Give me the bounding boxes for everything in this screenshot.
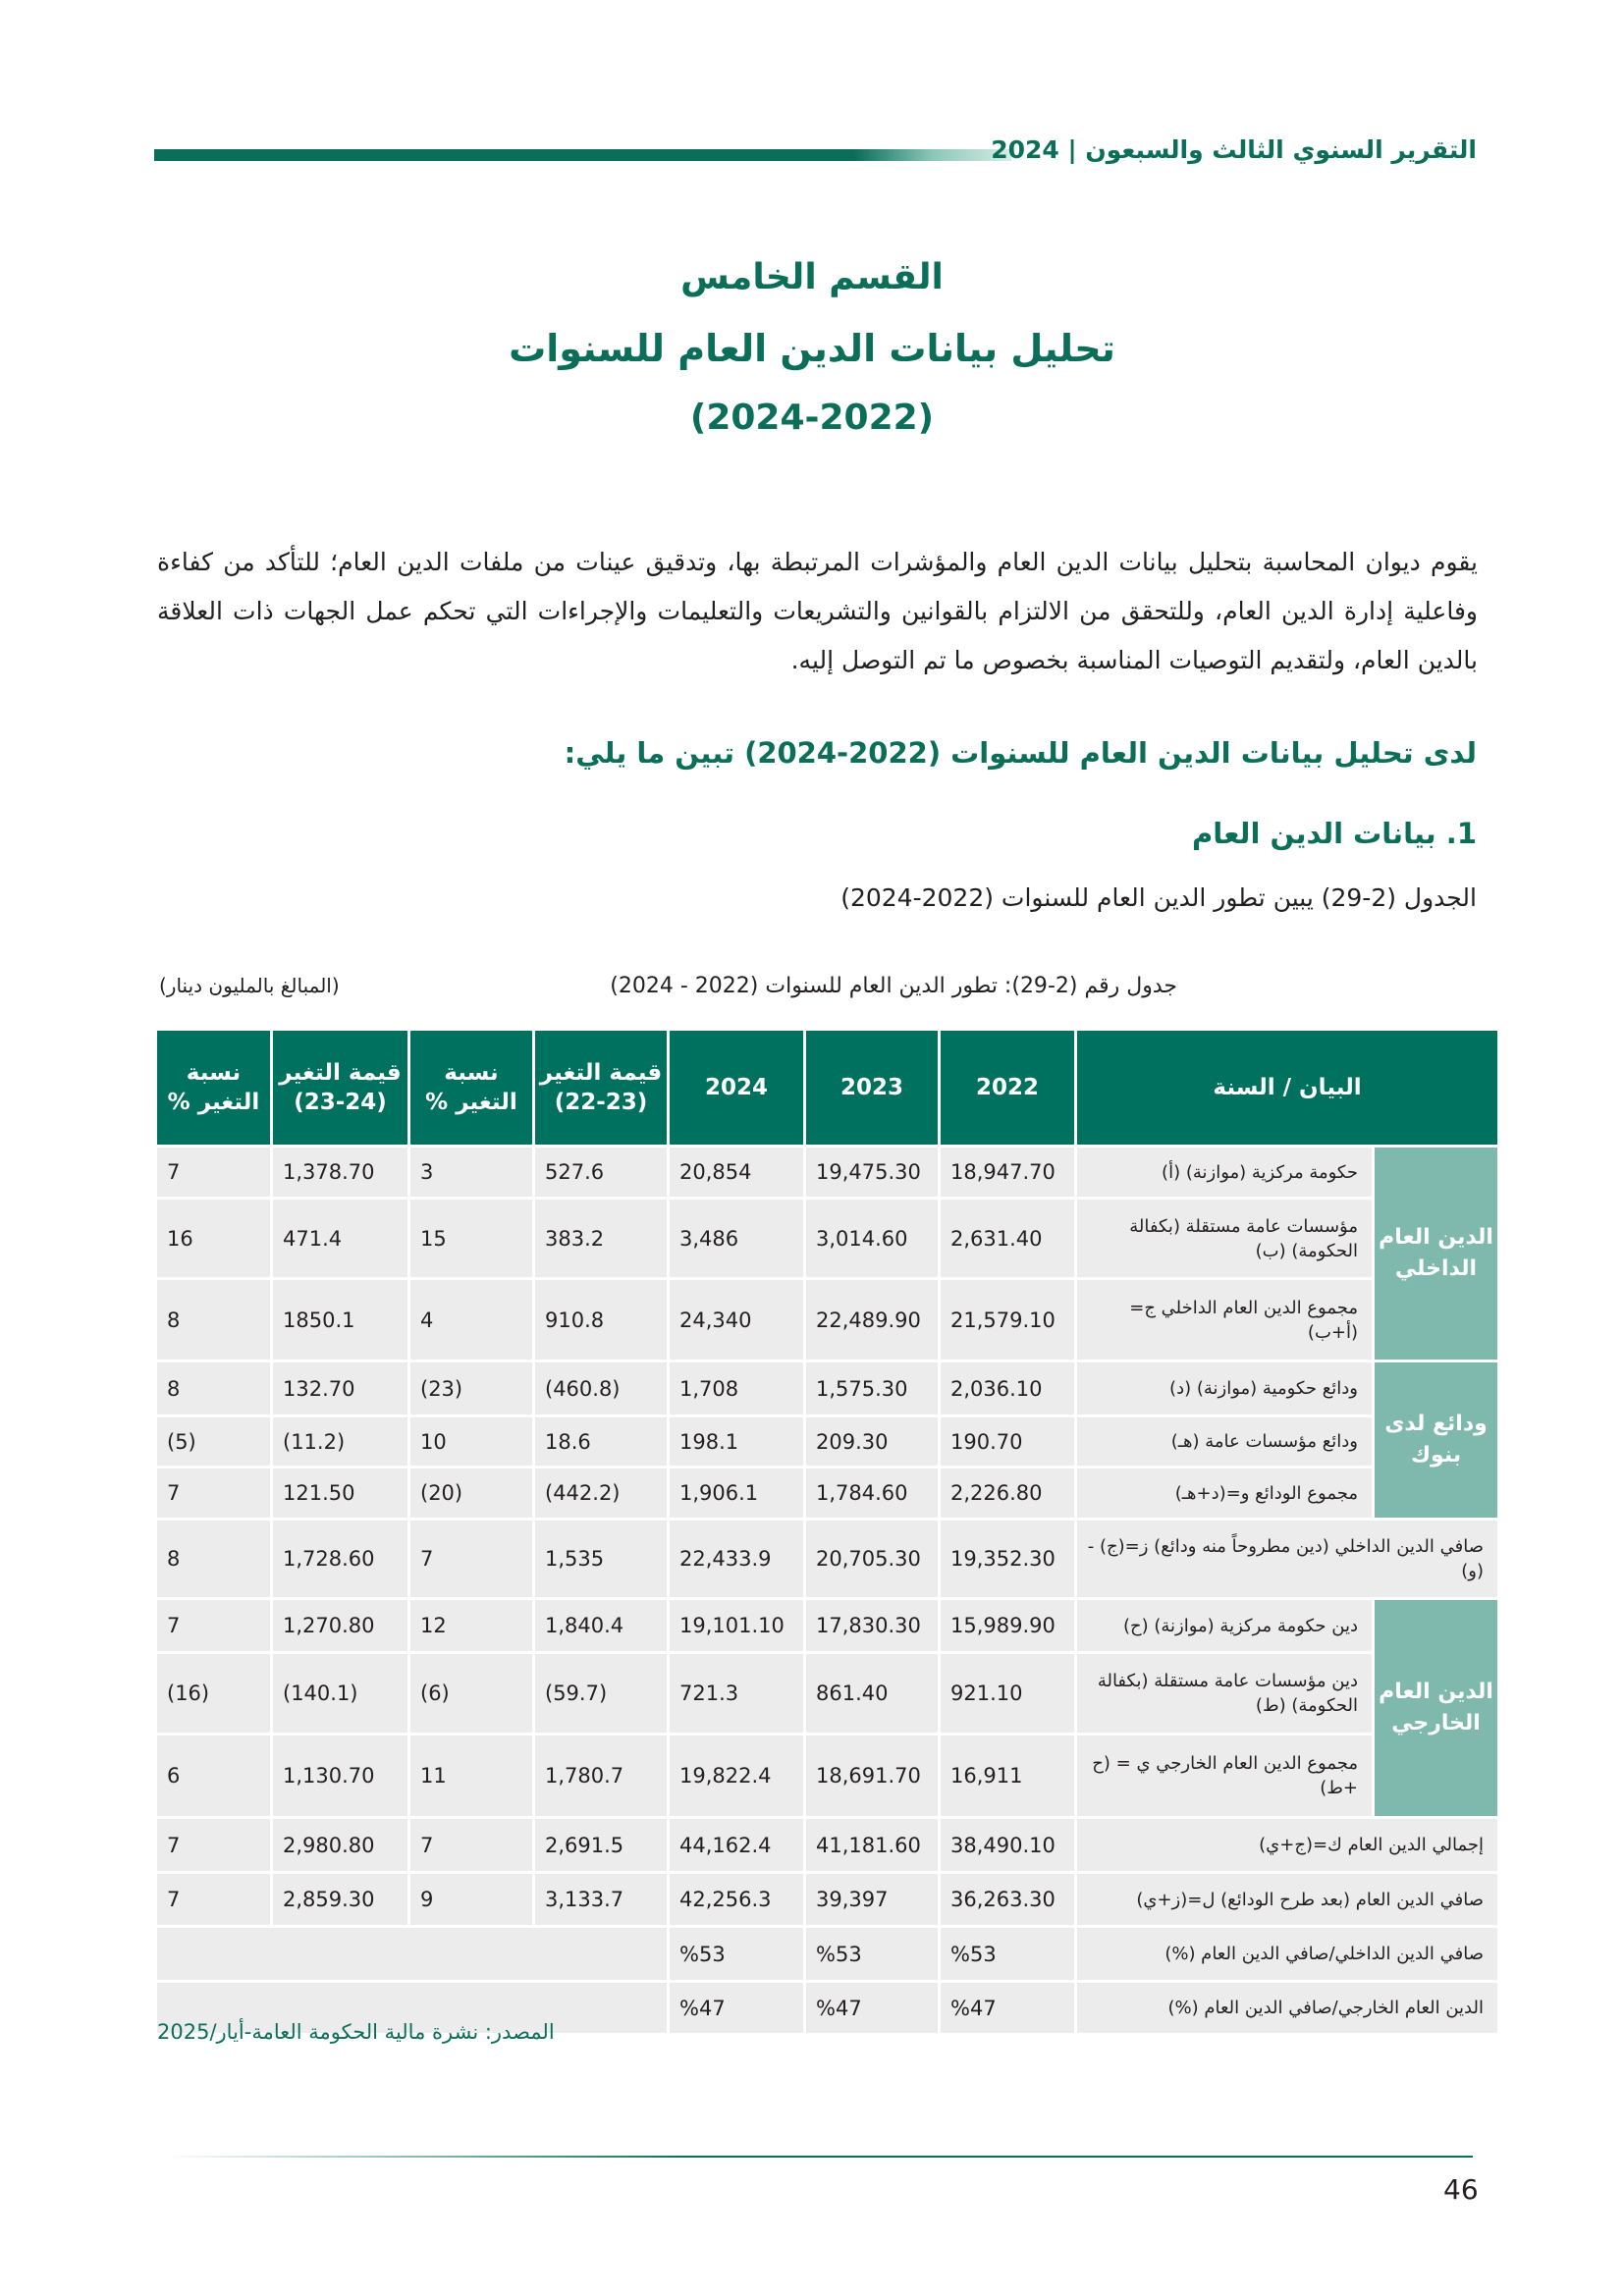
table-row <box>157 1362 1497 1415</box>
change-23-22: 1,535 <box>535 1521 667 1597</box>
value-2022: 2,631.40 <box>941 1200 1074 1277</box>
section-heading: القسم الخامس <box>680 257 944 297</box>
pct-24-23: 6 <box>157 1735 270 1816</box>
page-number: 46 <box>1443 2173 1479 2206</box>
value-2024: %47 <box>670 1983 803 2033</box>
pct-23-22: (23) <box>410 1362 532 1415</box>
value-2023: 1,575.30 <box>806 1362 938 1415</box>
value-2022: 18,947.70 <box>941 1148 1074 1197</box>
public-debt-table <box>154 1028 1500 2036</box>
pct-23-22: 3 <box>410 1148 532 1197</box>
pct-24-23: 8 <box>157 1280 270 1360</box>
row-label: ودائع حكومية (موازنة) (د) <box>1077 1362 1372 1415</box>
pct-24-23: 8 <box>157 1521 270 1597</box>
change-23-22: 1,840.4 <box>535 1600 667 1651</box>
empty-cell <box>157 1928 667 1980</box>
value-2022: %47 <box>941 1983 1074 2033</box>
change-23-22: 1,780.7 <box>535 1735 667 1816</box>
value-2024: 19,822.4 <box>670 1735 803 1816</box>
pct-23-22: (6) <box>410 1654 532 1733</box>
row-label: مجموع الدين العام الخارجي ي = (ح +ط) <box>1077 1735 1372 1816</box>
section-years: (2024-2022) <box>689 398 935 438</box>
pct-23-22: (20) <box>410 1468 532 1518</box>
row-label: مؤسسات عامة مستقلة (بكفالة الحكومة) (ب) <box>1077 1200 1372 1277</box>
row-label: الدين العام الخارجي/صافي الدين العام (%) <box>1077 1983 1497 2033</box>
change-23-22: 2,691.5 <box>535 1819 667 1871</box>
value-2023: %47 <box>806 1983 938 2033</box>
header-2024: 2024 <box>670 1031 803 1145</box>
header-pct-23-22: نسبة التغير % <box>410 1031 532 1145</box>
value-2024: 44,162.4 <box>670 1819 803 1871</box>
table-caption: جدول رقم (2-29): تطور الدين العام للسنوات (2022 - 2024) <box>610 974 1177 998</box>
table-row <box>157 1521 1497 1597</box>
change-24-23: 1850.1 <box>273 1280 407 1360</box>
value-2024: %53 <box>670 1928 803 1980</box>
header-change-23-22: قيمة التغير (23-22) <box>535 1031 667 1145</box>
value-2022: 36,263.30 <box>941 1874 1074 1925</box>
change-23-22: (442.2) <box>535 1468 667 1518</box>
footer-rule <box>167 2156 1473 2158</box>
analysis-subheading: لدى تحليل بيانات الدين العام للسنوات (2022-2024) تبين ما يلي: <box>564 736 1477 770</box>
value-2023: %53 <box>806 1928 938 1980</box>
header-change-24-23: قيمة التغير (24-23) <box>273 1031 407 1145</box>
table-row <box>157 1928 1497 1980</box>
value-2024: 721.3 <box>670 1654 803 1733</box>
change-23-22: 3,133.7 <box>535 1874 667 1925</box>
value-2022: 38,490.10 <box>941 1819 1074 1871</box>
header-2022: 2022 <box>941 1031 1074 1145</box>
source-note: المصدر: نشرة مالية الحكومة العامة-أيار/2025 <box>157 2020 555 2044</box>
change-23-22: 18.6 <box>535 1417 667 1466</box>
row-label: مجموع الدين العام الداخلي ج= (أ+ب) <box>1077 1280 1372 1360</box>
report-title: التقرير السنوي الثالث والسبعون | 2024 <box>991 135 1477 164</box>
pct-23-22: 7 <box>410 1521 532 1597</box>
pct-24-23: 8 <box>157 1362 270 1415</box>
value-2022: 16,911 <box>941 1735 1074 1816</box>
table-row <box>157 1819 1497 1871</box>
value-2023: 17,830.30 <box>806 1600 938 1651</box>
pct-24-23: 7 <box>157 1600 270 1651</box>
table-row <box>157 1874 1497 1925</box>
value-2024: 198.1 <box>670 1417 803 1466</box>
header-rule-fade <box>854 149 1011 161</box>
table-row <box>157 1280 1497 1360</box>
change-23-22: 383.2 <box>535 1200 667 1277</box>
value-2023: 22,489.90 <box>806 1280 938 1360</box>
row-label: دين حكومة مركزية (موازنة) (ح) <box>1077 1600 1372 1651</box>
pct-23-22: 9 <box>410 1874 532 1925</box>
pct-24-23: 7 <box>157 1874 270 1925</box>
value-2024: 20,854 <box>670 1148 803 1197</box>
group-label-domestic: الدين العام الداخلي <box>1375 1148 1497 1360</box>
value-2024: 1,906.1 <box>670 1468 803 1518</box>
row-label: صافي الدين العام (بعد طرح الودائع) ل=(ز+ي) <box>1077 1874 1497 1925</box>
group-label-deposits: ودائع لدى بنوك <box>1375 1362 1497 1518</box>
pct-23-22: 7 <box>410 1819 532 1871</box>
value-2023: 3,014.60 <box>806 1200 938 1277</box>
value-2023: 1,784.60 <box>806 1468 938 1518</box>
change-24-23: 1,378.70 <box>273 1148 407 1197</box>
row-label: صافي الدين الداخلي/صافي الدين العام (%) <box>1077 1928 1497 1980</box>
pct-24-23: 7 <box>157 1148 270 1197</box>
table-row <box>157 1654 1497 1733</box>
header-2023: 2023 <box>806 1031 938 1145</box>
change-23-22: (460.8) <box>535 1362 667 1415</box>
pct-24-23: 16 <box>157 1200 270 1277</box>
row-label: ودائع مؤسسات عامة (هـ) <box>1077 1417 1372 1466</box>
change-24-23: (11.2) <box>273 1417 407 1466</box>
row-label: دين مؤسسات عامة مستقلة (بكفالة الحكومة) (ط) <box>1077 1654 1372 1733</box>
table-row <box>157 1468 1497 1518</box>
change-23-22: 910.8 <box>535 1280 667 1360</box>
table-header-row <box>157 1031 1497 1145</box>
header-item: البيان / السنة <box>1077 1031 1497 1145</box>
pct-24-23: 7 <box>157 1468 270 1518</box>
change-23-22: (59.7) <box>535 1654 667 1733</box>
value-2023: 20,705.30 <box>806 1521 938 1597</box>
change-24-23: 132.70 <box>273 1362 407 1415</box>
change-24-23: (140.1) <box>273 1654 407 1733</box>
value-2024: 42,256.3 <box>670 1874 803 1925</box>
value-2022: 15,989.90 <box>941 1600 1074 1651</box>
intro-paragraph: يقوم ديوان المحاسبة بتحليل بيانات الدين العام والمؤشرات المرتبطة بها، وتدقيق عينات من ملفات الدين العام؛ للتأكد من كفاءة وفاعلية إدارة الدين العام، وللتحقق من الالتزام بالقوانين والتشريعات والتعليمات والإجراءات التي تحكم عمل الجهات ذات العلاقة بالدين العام، ولتقديم التوصيات المناسبة بخصوص ما تم التوصل إليه. <box>157 548 1478 674</box>
value-2022: 190.70 <box>941 1417 1074 1466</box>
table-row <box>157 1417 1497 1466</box>
value-2023: 39,397 <box>806 1874 938 1925</box>
header-pct-24-23: نسبة التغير % <box>157 1031 270 1145</box>
change-24-23: 121.50 <box>273 1468 407 1518</box>
value-2023: 18,691.70 <box>806 1735 938 1816</box>
value-2023: 41,181.60 <box>806 1819 938 1871</box>
pct-23-22: 4 <box>410 1280 532 1360</box>
pct-24-23: 7 <box>157 1819 270 1871</box>
change-24-23: 1,130.70 <box>273 1735 407 1816</box>
table-intro: الجدول (2-29) يبين تطور الدين العام للسنوات (2022-2024) <box>840 883 1477 912</box>
group-label-external: الدين العام الخارجي <box>1375 1600 1497 1816</box>
change-24-23: 2,859.30 <box>273 1874 407 1925</box>
table-row <box>157 1735 1497 1816</box>
pct-24-23: (5) <box>157 1417 270 1466</box>
table-row <box>157 1200 1497 1277</box>
change-24-23: 1,728.60 <box>273 1521 407 1597</box>
table-unit: (المبالغ بالمليون دينار) <box>159 974 340 997</box>
row-label: إجمالي الدين العام ك=(ج+ي) <box>1077 1819 1497 1871</box>
pct-23-22: 11 <box>410 1735 532 1816</box>
change-23-22: 527.6 <box>535 1148 667 1197</box>
value-2022: 2,226.80 <box>941 1468 1074 1518</box>
value-2022: 21,579.10 <box>941 1280 1074 1360</box>
change-24-23: 471.4 <box>273 1200 407 1277</box>
value-2024: 22,433.9 <box>670 1521 803 1597</box>
value-2023: 861.40 <box>806 1654 938 1733</box>
pct-23-22: 12 <box>410 1600 532 1651</box>
section-title: تحليل بيانات الدين العام للسنوات <box>509 327 1115 370</box>
row-label: حكومة مركزية (موازنة) (أ) <box>1077 1148 1372 1197</box>
change-24-23: 2,980.80 <box>273 1819 407 1871</box>
subsection-heading: 1. بيانات الدين العام <box>1192 817 1477 850</box>
change-24-23: 1,270.80 <box>273 1600 407 1651</box>
pct-24-23: (16) <box>157 1654 270 1733</box>
row-label: صافي الدين الداخلي (دين مطروحاً منه ودائع) ز=(ج) - (و) <box>1077 1521 1497 1597</box>
table-row <box>157 1148 1497 1197</box>
value-2022: 921.10 <box>941 1654 1074 1733</box>
value-2022: %53 <box>941 1928 1074 1980</box>
value-2024: 19,101.10 <box>670 1600 803 1651</box>
value-2024: 1,708 <box>670 1362 803 1415</box>
pct-23-22: 10 <box>410 1417 532 1466</box>
row-label: مجموع الودائع و=(د+هـ) <box>1077 1468 1372 1518</box>
value-2022: 2,036.10 <box>941 1362 1074 1415</box>
value-2022: 19,352.30 <box>941 1521 1074 1597</box>
value-2024: 24,340 <box>670 1280 803 1360</box>
value-2023: 19,475.30 <box>806 1148 938 1197</box>
value-2023: 209.30 <box>806 1417 938 1466</box>
value-2024: 3,486 <box>670 1200 803 1277</box>
table-row <box>157 1600 1497 1651</box>
pct-23-22: 15 <box>410 1200 532 1277</box>
